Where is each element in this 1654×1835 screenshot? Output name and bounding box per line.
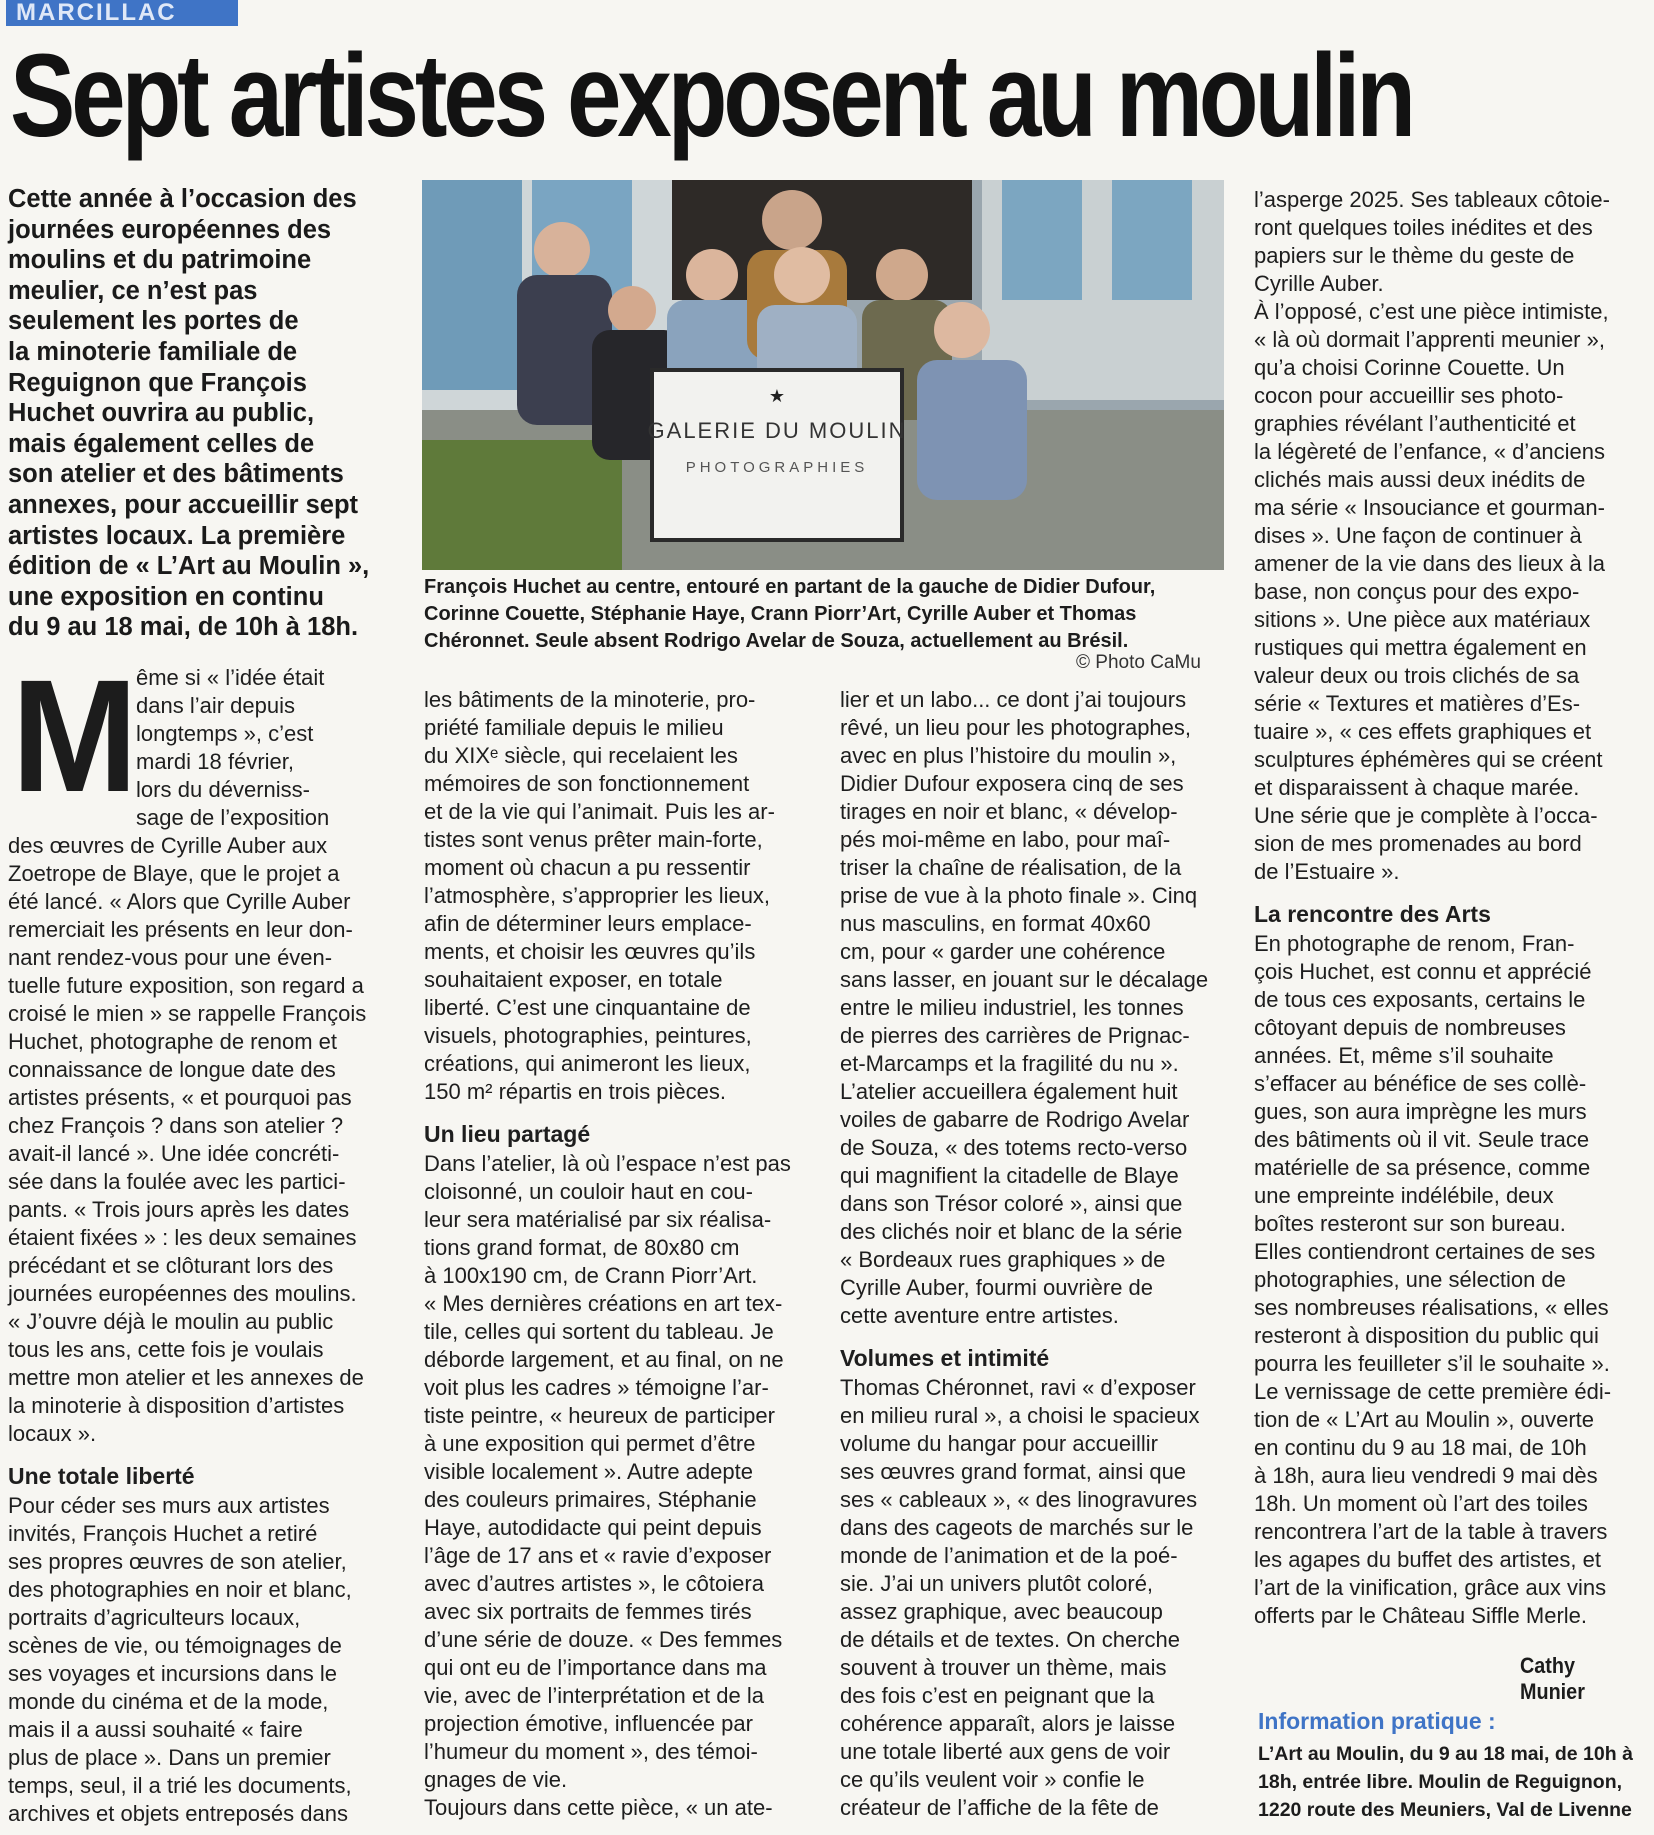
text-line: tuaire », « ces effets graphiques et xyxy=(1254,719,1592,744)
text-line: boîtes resteront sur son bureau. xyxy=(1254,1211,1566,1236)
photo-credit: © Photo CaMu xyxy=(1076,652,1201,673)
text-line: En photographe de renom, Fran- xyxy=(1254,931,1575,956)
text-line: dans son Trésor coloré », ainsi que xyxy=(840,1191,1183,1216)
column-2 xyxy=(424,686,808,1822)
text-line: artistes locaux. La première xyxy=(8,521,346,550)
text-line: avec en plus l’histoire du moulin », xyxy=(840,743,1177,768)
column-1-intro xyxy=(136,664,394,832)
text-line: l’art de la vinification, grâce aux vins xyxy=(1254,1575,1607,1600)
text-line: assez graphique, avec beaucoup xyxy=(840,1599,1163,1624)
text-line: lors du déverniss- xyxy=(136,777,310,802)
text-line: des clichés noir et blanc de la série xyxy=(840,1219,1183,1244)
text-line: gues, son aura imprègne les murs xyxy=(1254,1099,1587,1124)
text-line: prise de vue à la photo finale ». Cinq xyxy=(840,883,1198,908)
text-line: Huchet, photographe de renom et xyxy=(8,1029,338,1054)
text-line: tuelle future exposition, son regard a xyxy=(8,973,364,998)
text-line: valeur deux ou trois clichés de sa xyxy=(1254,663,1580,688)
text-line: Zoetrope de Blaye, que le projet a xyxy=(8,861,340,886)
text-line: mais également celles de xyxy=(8,429,315,458)
article-photo xyxy=(422,180,1224,570)
text-line: pourra les feuilleter s’il le souhaite ». xyxy=(1254,1351,1610,1376)
text-line: mardi 18 février, xyxy=(136,749,294,774)
text-line: ses nombreuses réalisations, « elles xyxy=(1254,1295,1609,1320)
text-line: la légèreté de l’enfance, « d’anciens xyxy=(1254,439,1606,464)
text-line: ses voyages et incursions dans le xyxy=(8,1661,337,1686)
text-line: de détails et de textes. On cherche xyxy=(840,1627,1180,1652)
text-line: sage de l’exposition xyxy=(136,805,330,830)
text-line: de pierres des carrières de Prignac- xyxy=(840,1023,1190,1048)
text-line: cette aventure entre artistes. xyxy=(840,1303,1119,1328)
text-line: qui ont eu de l’importance dans ma xyxy=(424,1655,767,1680)
text-line: ses œuvres grand format, ainsi que xyxy=(840,1459,1187,1484)
text-line: voit plus les cadres » témoigne l’ar- xyxy=(424,1375,769,1400)
text-line: des photographies en noir et blanc, xyxy=(8,1577,352,1602)
text-line: plus de place ». Dans un premier xyxy=(8,1745,331,1770)
text-line: ma série « Insouciance et gourman- xyxy=(1254,495,1605,520)
text-line: moulins et du patrimoine xyxy=(8,246,312,275)
text-line: des fois c’est en peignant que la xyxy=(840,1683,1155,1708)
text-line: liberté. C’est une cinquantaine de xyxy=(424,995,751,1020)
text-line: remerciait les présents en leur don- xyxy=(8,917,353,942)
text-line: qu’a choisi Corinne Couette. Un xyxy=(1254,355,1565,380)
photo-illustration xyxy=(422,180,1224,570)
text-line: les agapes du buffet des artistes, et xyxy=(1254,1547,1601,1572)
text-line: de Souza, « des totems recto-verso xyxy=(840,1135,1188,1160)
text-line: ses « cableaux », « des linogravures xyxy=(840,1487,1198,1512)
text-line: matérielle de sa présence, comme xyxy=(1254,1155,1591,1180)
section-kicker: MARCILLAC xyxy=(6,0,238,26)
column-4 xyxy=(1254,186,1646,1630)
text-line: « J’ouvre déjà le moulin au public xyxy=(8,1309,334,1334)
text-line: invités, François Huchet a retiré xyxy=(8,1521,318,1546)
text-line: sans lasser, en jouant sur le décalage xyxy=(840,967,1209,992)
text-line: « Mes dernières créations en art tex- xyxy=(424,1291,783,1316)
text-line: édition de « L’Art au Moulin », xyxy=(8,552,370,581)
text-line: nus masculins, en format 40x60 xyxy=(840,911,1151,936)
text-line: journées européennes des moulins. xyxy=(8,1281,357,1306)
text-line: Une série que je complète à l’occa- xyxy=(1254,803,1598,828)
text-line: chez François ? dans son atelier ? xyxy=(8,1113,344,1138)
text-line: base, non conçus pour des expo- xyxy=(1254,579,1580,604)
text-line: son atelier et des bâtiments xyxy=(8,460,344,489)
text-line: leur sera matérialisé par six réalisa- xyxy=(424,1207,772,1232)
text-line: et disparaissent à chaque marée. xyxy=(1254,775,1580,800)
text-line: pants. « Trois jours après les dates xyxy=(8,1197,350,1222)
text-line: cloisonné, un couloir haut en cou- xyxy=(424,1179,753,1204)
text-line: projection émotive, influencée par xyxy=(424,1711,753,1736)
text-line: monde du cinéma et de la mode, xyxy=(8,1689,329,1714)
text-line: 150 m² répartis en trois pièces. xyxy=(424,1079,727,1104)
text-line: Toujours dans cette pièce, « un ate- xyxy=(424,1795,773,1820)
text-line: ême si « l’idée était xyxy=(136,665,325,690)
text-line: une exposition en continu xyxy=(8,582,324,611)
text-line: sion de mes promenades au bord xyxy=(1254,831,1582,856)
text-line: Thomas Chéronnet, ravi « d’exposer xyxy=(840,1375,1196,1400)
text-line: des bâtiments où il vit. Seule trace xyxy=(1254,1127,1590,1152)
photo-caption xyxy=(424,574,1234,655)
text-line: croisé le mien » se rappelle François xyxy=(8,1001,367,1026)
text-line: une totale liberté aux gens de voir xyxy=(840,1739,1171,1764)
text-line: avec d’autres artistes », le côtoiera xyxy=(424,1571,764,1596)
text-line: dans l’air depuis xyxy=(136,693,295,718)
text-line: Reguignon que François xyxy=(8,368,307,397)
text-line: gnages de vie. xyxy=(424,1767,568,1792)
text-line: ce qu’ils veulent voir » confie le xyxy=(840,1767,1145,1792)
text-line: rêvé, un lieu pour les photographes, xyxy=(840,715,1192,740)
text-line: rencontrera l’art de la table à travers xyxy=(1254,1519,1608,1544)
text-line: années. Et, même s’il souhaite xyxy=(1254,1043,1554,1068)
text-line: créations, qui animeront les lieux, xyxy=(424,1051,751,1076)
text-line: l’asperge 2025. Ses tableaux côtoie- xyxy=(1254,187,1610,212)
text-line: avec six portraits de femmes tirés xyxy=(424,1599,752,1624)
text-line: graphies révélant l’authenticité et xyxy=(1254,411,1576,436)
text-line: tistes sont venus prêter main-forte, xyxy=(424,827,763,852)
text-line: ments, et choisir les œuvres qu’ils xyxy=(424,939,756,964)
text-line: tiste peintre, « heureux de participer xyxy=(424,1403,775,1428)
text-line: mais il a aussi souhaité « faire xyxy=(8,1717,303,1742)
text-line: visible localement ». Autre adepte xyxy=(424,1459,753,1484)
text-line: Corinne Couette, Stéphanie Haye, Crann Piorr’Art, Cyrille Auber et Thomas xyxy=(424,603,1137,625)
text-line: à 100x190 cm, de Crann Piorr’Art. xyxy=(424,1263,758,1288)
text-line: cocon pour accueillir ses photo- xyxy=(1254,383,1564,408)
text-line: meulier, ce n’est pas xyxy=(8,276,258,305)
text-line: Cyrille Auber. xyxy=(1254,271,1384,296)
text-line: du 9 au 18 mai, de 10h à 18h. xyxy=(8,613,359,642)
info-box xyxy=(1258,1740,1650,1824)
text-line: mémoires de son fonctionnement xyxy=(424,771,750,796)
text-line: en milieu rural », a choisi le spacieux xyxy=(840,1403,1200,1428)
text-line: tions grand format, de 80x80 cm xyxy=(424,1235,740,1260)
text-line: papiers sur le thème du geste de xyxy=(1254,243,1575,268)
text-line: Didier Dufour exposera cinq de ses xyxy=(840,771,1184,796)
text-line: de l’Estuaire ». xyxy=(1254,859,1400,884)
text-line: Dans l’atelier, là où l’espace n’est pas xyxy=(424,1151,791,1176)
column-1 xyxy=(8,832,396,1828)
text-line: Pour céder ses murs aux artistes xyxy=(8,1493,330,1518)
text-line: les bâtiments de la minoterie, pro- xyxy=(424,687,756,712)
text-line: Cyrille Auber, fourmi ouvrière de xyxy=(840,1275,1154,1300)
text-line: sée dans la foulée avec les partici- xyxy=(8,1169,346,1194)
text-line: « Bordeaux rues graphiques » de xyxy=(840,1247,1166,1272)
text-line: tion de « L’Art au Moulin », ouverte xyxy=(1254,1407,1594,1432)
text-line: visuels, photographies, peintures, xyxy=(424,1023,752,1048)
text-line: clichés mais aussi deux inédits de xyxy=(1254,467,1586,492)
sign-title: GALERIE DU MOULIN xyxy=(647,418,907,443)
text-line: artistes présents, « et pourquoi pas xyxy=(8,1085,352,1110)
text-line: resteront à disposition du public qui xyxy=(1254,1323,1599,1348)
text-line: voiles de gabarre de Rodrigo Avelar xyxy=(840,1107,1190,1132)
text-line: souvent à trouver un thème, mais xyxy=(840,1655,1167,1680)
text-line: L’Art au Moulin, du 9 au 18 mai, de 10h à xyxy=(1258,1743,1633,1765)
text-line: en continu du 9 au 18 mai, de 10h xyxy=(1254,1435,1587,1460)
text-line: une empreinte indélébile, deux xyxy=(1254,1183,1554,1208)
text-line: afin de déterminer leurs emplace- xyxy=(424,911,752,936)
text-line: l’atmosphère, s’approprier les lieux, xyxy=(424,883,771,908)
text-line: entre le milieu industriel, les tonnes xyxy=(840,995,1184,1020)
text-line: François Huchet au centre, entouré en partant de la gauche de Didier Dufour, xyxy=(424,576,1156,598)
text-line: cohérence apparaît, alors je laisse xyxy=(840,1711,1176,1736)
text-line: vie, avec de l’interprétation et de la xyxy=(424,1683,764,1708)
text-line: Huchet ouvrira au public, xyxy=(8,399,315,428)
text-line: de tous ces exposants, certains le xyxy=(1254,987,1586,1012)
text-line: l’âge de 17 ans et « ravie d’exposer xyxy=(424,1543,772,1568)
text-line: triser la chaîne de réalisation, de la xyxy=(840,855,1182,880)
text-line: priété familiale depuis le milieu xyxy=(424,715,724,740)
section-heading: La rencontre des Arts xyxy=(1254,901,1491,927)
text-line: 1220 route des Meuniers, Val de Livenne xyxy=(1258,1799,1632,1821)
text-line: côtoyant depuis de nombreuses xyxy=(1254,1015,1566,1040)
text-line: scènes de vie, ou témoignages de xyxy=(8,1633,342,1658)
text-line: s’effacer au bénéfice de ses collè- xyxy=(1254,1071,1587,1096)
text-line: connaissance de longue date des xyxy=(8,1057,336,1082)
svg-text:★: ★ xyxy=(768,386,786,407)
text-line: et-Marcamps et la fragilité du nu ». xyxy=(840,1051,1179,1076)
text-line: d’une série de douze. « Des femmes xyxy=(424,1627,783,1652)
text-line: monde de l’animation et de la poé- xyxy=(840,1543,1178,1568)
text-line: 18h. Un moment où l’art des toiles xyxy=(1254,1491,1588,1516)
text-line: portraits d’agriculteurs locaux, xyxy=(8,1605,301,1630)
text-line: l’humeur du moment », des témoi- xyxy=(424,1739,758,1764)
text-line: seulement les portes de xyxy=(8,307,299,336)
text-line: étaient fixées » : les deux semaines xyxy=(8,1225,357,1250)
text-line: dises ». Une façon de continuer à xyxy=(1254,523,1582,548)
section-heading: Volumes et intimité xyxy=(840,1345,1050,1371)
text-line: tous les ans, cette fois je voulais xyxy=(8,1337,324,1362)
text-line: tirages en noir et blanc, « dévelop- xyxy=(840,799,1178,824)
text-line: Le vernissage de cette première édi- xyxy=(1254,1379,1612,1404)
text-line: cm, pour « garder une cohérence xyxy=(840,939,1166,964)
text-line: 18h, entrée libre. Moulin de Reguignon, xyxy=(1258,1771,1623,1793)
text-line: volume du hangar pour accueillir xyxy=(840,1431,1158,1456)
text-line: à une exposition qui permet d’être xyxy=(424,1431,756,1456)
text-line: archives et objets entreposés dans xyxy=(8,1801,348,1826)
section-heading: Une totale liberté xyxy=(8,1463,195,1489)
text-line: déborde largement, et au final, on ne xyxy=(424,1347,784,1372)
text-line: Cette année à l’occasion des xyxy=(8,185,357,213)
text-line: À l’opposé, c’est une pièce intimiste, xyxy=(1254,299,1609,324)
text-line: moment où chacun a pu ressentir xyxy=(424,855,751,880)
text-line: ront quelques toiles inédites et des xyxy=(1254,215,1593,240)
text-line: pés moi-même en labo, pour maî- xyxy=(840,827,1171,852)
text-line: à 18h, aura lieu vendredi 9 mai dès xyxy=(1254,1463,1598,1488)
text-line: la minoterie à disposition d’artistes xyxy=(8,1393,345,1418)
lead-paragraph xyxy=(8,184,400,643)
text-line: journées européennes des xyxy=(8,215,332,244)
headline: Sept artistes exposent au moulin xyxy=(10,30,1412,162)
text-line: série « Textures et matières d’Es- xyxy=(1254,691,1581,716)
text-line: locaux ». xyxy=(8,1421,97,1446)
text-line: tile, celles qui sortent du tableau. Je xyxy=(424,1319,774,1344)
text-line: temps, seul, il a trié les documents, xyxy=(8,1773,352,1798)
info-title: Information pratique : xyxy=(1258,1708,1496,1734)
text-line: sie. J’ai un univers plutôt coloré, xyxy=(840,1571,1154,1596)
text-line: mettre mon atelier et les annexes de xyxy=(8,1365,364,1390)
text-line: sitions ». Une pièce aux matériaux xyxy=(1254,607,1591,632)
text-line: précédant et se clôturant lors des xyxy=(8,1253,334,1278)
text-line: nant rendez-vous pour une éven- xyxy=(8,945,333,970)
text-line: avait-il lancé ». Une idée concréti- xyxy=(8,1141,340,1166)
text-line: des couleurs primaires, Stéphanie xyxy=(424,1487,757,1512)
text-line: sculptures éphémères qui se créent xyxy=(1254,747,1603,772)
text-line: et de la vie qui l’animait. Puis les ar- xyxy=(424,799,775,824)
text-line: du XIXᵉ siècle, qui recelaient les xyxy=(424,743,738,768)
text-line: çois Huchet, est connu et apprécié xyxy=(1254,959,1592,984)
column-3 xyxy=(840,686,1226,1822)
text-line: été lancé. « Alors que Cyrille Auber xyxy=(8,889,351,914)
author-signature: Cathy Munier xyxy=(1520,1653,1585,1704)
section-heading: Un lieu partagé xyxy=(424,1121,591,1147)
text-line: « là où dormait l’apprenti meunier », xyxy=(1254,327,1605,352)
text-line: ses propres œuvres de son atelier, xyxy=(8,1549,347,1574)
text-line: L’atelier accueillera également huit xyxy=(840,1079,1178,1104)
text-line: amener de la vie dans des lieux à la xyxy=(1254,551,1605,576)
text-line: qui magnifient la citadelle de Blaye xyxy=(840,1163,1179,1188)
text-line: souhaitaient exposer, en totale xyxy=(424,967,723,992)
text-line: créateur de l’affiche de la fête de xyxy=(840,1795,1159,1820)
text-line: offerts par le Château Siffle Merle. xyxy=(1254,1603,1588,1628)
text-line: la minoterie familiale de xyxy=(8,337,298,366)
text-line: annexes, pour accueillir sept xyxy=(8,490,359,519)
text-line: dans des cageots de marchés sur le xyxy=(840,1515,1194,1540)
text-line: photographies, une sélection de xyxy=(1254,1267,1566,1292)
text-line: longtemps », c’est xyxy=(136,721,314,746)
text-line: Chéronnet. Seule absent Rodrigo Avelar de Souza, actuellement au Brésil. xyxy=(424,630,1129,652)
text-line: Elles contiendront certaines de ses xyxy=(1254,1239,1596,1264)
sign-subtitle: PHOTOGRAPHIES xyxy=(685,459,869,476)
text-line: Haye, autodidacte qui peint depuis xyxy=(424,1515,762,1540)
text-line: rustiques qui mettra également en xyxy=(1254,635,1587,660)
text-line: lier et un labo... ce dont j’ai toujours xyxy=(840,687,1187,712)
drop-cap: M xyxy=(11,646,138,825)
text-line: des œuvres de Cyrille Auber aux xyxy=(8,833,328,858)
